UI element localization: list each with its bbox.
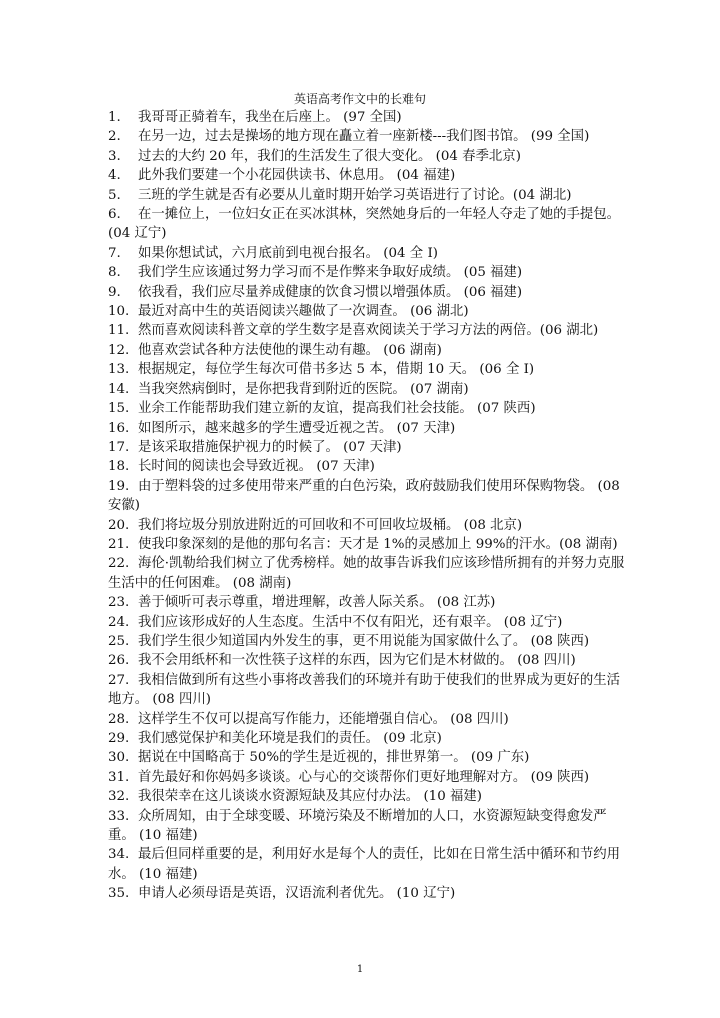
item-text: 我不会用纸杯和一次性筷子这样的东西，因为它们是木材做的。 (08 四川) — [138, 653, 576, 669]
item-number: 4. — [108, 168, 121, 184]
list-item — [108, 321, 628, 340]
item-number: 31. — [108, 769, 130, 785]
list-item — [108, 748, 628, 767]
list-item — [108, 302, 628, 321]
item-text: 长时间的阅读也会导致近视。 (07 天津) — [138, 459, 375, 475]
item-text: 最近对高中生的英语阅读兴趣做了一次调查。 (06 湖北) — [138, 304, 469, 320]
list-item — [108, 166, 628, 185]
item-text: 使我印象深刻的是他的那句名言：天才是 1%的灵感加上 99%的汗水。(08 湖南) — [138, 536, 618, 552]
list-item — [108, 477, 628, 516]
item-number: 10. — [108, 304, 130, 320]
item-text: 我们学生应该通过努力学习而不是作弊来争取好成绩。 (05 福建) — [138, 265, 523, 281]
list-item — [108, 554, 628, 593]
item-number: 22. — [108, 556, 130, 572]
item-text: 善于倾听可表示尊重，增进理解，改善人际关系。 (08 江苏) — [138, 595, 496, 611]
item-number: 34. — [108, 847, 130, 863]
item-number: 6. — [108, 207, 121, 223]
list-item — [108, 341, 628, 360]
item-number: 29. — [108, 731, 130, 746]
item-number: 19. — [108, 478, 130, 494]
item-number: 28. — [108, 711, 130, 727]
list-item — [108, 807, 628, 846]
list-item — [108, 729, 628, 748]
item-text: 海伦·凯勒给我们树立了优秀榜样。她的故事告诉我们应该珍惜所拥有的并努力克服生活中的任何困难。 (08 湖南) — [108, 556, 625, 591]
list-item — [108, 283, 628, 302]
item-text: 根据规定，每位学生每次可借书多达 5 本，借期 10 天。 (06 全 I) — [138, 362, 535, 378]
list-item — [108, 380, 628, 399]
item-number: 15. — [108, 401, 130, 417]
list-item — [108, 632, 628, 651]
item-text: 然而喜欢阅读科普文章的学生数字是喜欢阅读关于学习方法的两倍。(06 湖北) — [138, 323, 599, 339]
list-item — [108, 516, 628, 535]
item-text: 我很荣幸在这儿谈谈水资源短缺及其应付办法。 (10 福建) — [138, 789, 482, 805]
item-number: 14. — [108, 381, 130, 397]
item-text: 三班的学生就是否有必要从儿童时期开始学习英语进行了讨论。(04 湖北) — [138, 187, 572, 203]
list-item — [108, 535, 628, 554]
item-number: 30. — [108, 750, 130, 766]
page-number: 1 — [356, 964, 364, 975]
item-number: 8. — [108, 265, 121, 281]
list-item — [108, 360, 628, 379]
item-text: 他喜欢尝试各种方法使他的课生动有趣。 (06 湖南) — [138, 342, 442, 358]
item-text: 我们感觉保护和美化环境是我们的责任。 (09 北京) — [138, 731, 442, 746]
sentence-list — [108, 108, 628, 904]
list-item — [108, 186, 628, 205]
item-text: 当我突然病倒时，是你把我背到附近的医院。 (07 湖南) — [138, 381, 469, 397]
item-number: 17. — [108, 439, 130, 455]
item-text: 最后但同样重要的是，利用好水是每个人的责任，比如在日常生活中循环和节约用水。 (10 福建) — [108, 847, 621, 882]
list-item — [108, 438, 628, 457]
document-title: 英语高考作文中的长难句 — [293, 92, 426, 106]
item-number: 1. — [108, 110, 121, 125]
item-number: 26. — [108, 653, 130, 669]
list-item — [108, 244, 628, 263]
list-item — [108, 884, 628, 903]
list-item — [108, 845, 628, 884]
item-number: 5. — [108, 187, 121, 203]
item-text: 这样学生不仅可以提高写作能力，还能增强自信心。 (08 四川) — [138, 711, 509, 727]
item-number: 27. — [108, 672, 130, 688]
list-item — [108, 613, 628, 632]
item-text: 我们学生很少知道国内外发生的事，更不用说能为国家做什么了。 (08 陕西) — [138, 633, 590, 649]
item-number: 16. — [108, 420, 130, 436]
item-number: 3. — [108, 148, 121, 164]
item-number: 11. — [108, 323, 130, 339]
item-text: 我们应该形成好的人生态度。生活中不仅有阳光，还有艰辛。 (08 辽宁) — [138, 614, 563, 630]
item-number: 12. — [108, 342, 130, 358]
list-item — [108, 399, 628, 418]
item-number: 9. — [108, 284, 121, 300]
list-item — [108, 419, 628, 438]
item-text: 如果你想试试，六月底前到电视台报名。 (04 全 I) — [138, 245, 438, 261]
item-text: 是该采取措施保护视力的时候了。 (07 天津) — [138, 439, 402, 455]
item-text: 据说在中国略高于 50%的学生是近视的，排世界第一。 (09 广东) — [138, 750, 530, 766]
list-item — [108, 593, 628, 612]
list-item — [108, 768, 628, 787]
item-number: 18. — [108, 459, 130, 475]
item-text: 我们将垃圾分别放进附近的可回收和不可回收垃圾桶。 (08 北京) — [138, 517, 523, 533]
item-number: 25. — [108, 633, 130, 649]
list-item — [108, 108, 628, 127]
item-number: 20. — [108, 517, 130, 533]
list-item — [108, 651, 628, 670]
item-number: 24. — [108, 614, 130, 630]
list-item — [108, 457, 628, 476]
list-item — [108, 263, 628, 282]
item-number: 21. — [108, 536, 130, 552]
item-text: 此外我们要建一个小花园供读书、休息用。 (04 福建) — [138, 168, 456, 184]
item-number: 32. — [108, 789, 130, 805]
item-text: 过去的大约 20 年，我们的生活发生了很大变化。 (04 春季北京) — [138, 148, 521, 164]
item-text: 众所周知，由于全球变暖、环境污染及不断增加的人口，水资源短缺变得愈发严重。 (10 福建) — [108, 808, 607, 844]
list-item — [108, 147, 628, 166]
item-text: 申请人必须母语是英语，汉语流利者优先。 (10 辽宁) — [138, 886, 456, 902]
item-text: 首先最好和你妈妈多谈谈。心与心的交谈帮你们更好地理解对方。 (09 陕西) — [138, 769, 590, 785]
item-number: 2. — [108, 129, 121, 145]
item-text: 我相信做到所有这些小事将改善我们的环境并有助于使我们的世界成为更好的生活地方。 (08 四川) — [108, 672, 621, 708]
list-item — [108, 127, 628, 146]
list-item — [108, 787, 628, 806]
item-number: 23. — [108, 595, 130, 611]
item-number: 33. — [108, 808, 130, 824]
item-text: 在另一边，过去是操场的地方现在矗立着一座新楼---我们图书馆。 (99 全国) — [138, 129, 590, 145]
list-item — [108, 205, 628, 244]
item-text: 在一摊位上，一位妇女正在买冰淇林，突然她身后的一年轻人夺走了她的手提包。(04 辽宁) — [108, 207, 621, 242]
item-number: 35. — [108, 886, 130, 902]
item-number: 13. — [108, 362, 130, 378]
item-text: 如图所示，越来越多的学生遭受近视之苦。 (07 天津) — [138, 420, 456, 436]
list-item — [108, 710, 628, 729]
item-number: 7. — [108, 245, 121, 261]
item-text: 由于塑料袋的过多使用带来严重的白色污染，政府鼓励我们使用环保购物袋。 (08 安徽) — [108, 478, 620, 514]
list-item — [108, 671, 628, 710]
item-text: 我哥哥正骑着车，我坐在后座上。 (97 全国) — [138, 110, 402, 125]
item-text: 依我看，我们应尽量养成健康的饮食习惯以增强体质。 (06 福建) — [138, 284, 523, 300]
item-text: 业余工作能帮助我们建立新的友谊，提高我们社会技能。 (07 陕西) — [138, 401, 536, 417]
